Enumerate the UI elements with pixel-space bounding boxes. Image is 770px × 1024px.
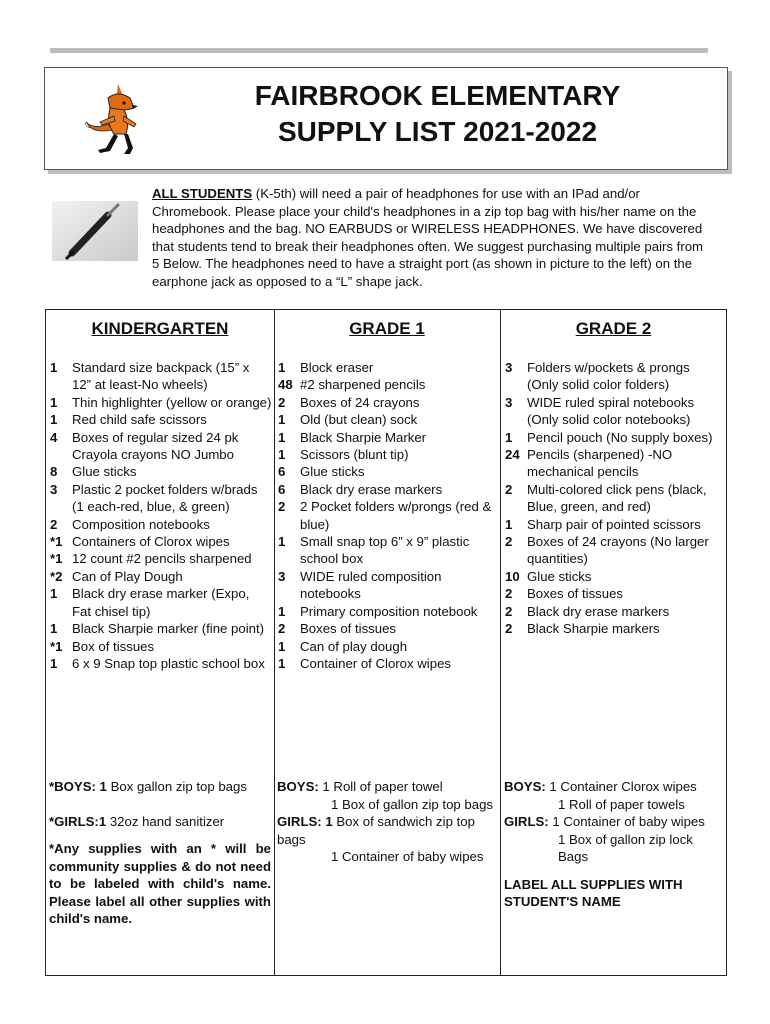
list-item [50,394,272,411]
item-count: 2 [505,621,513,637]
item-count: 3 [505,360,513,375]
item-text: Primary composition notebook [300,603,478,619]
item-count: 1 [50,621,58,637]
list-item [278,463,498,480]
list-item [505,568,724,585]
list-item [50,463,272,480]
item-count: 1 [278,603,286,619]
item-count: 1 [278,429,286,445]
fox-mascot-icon [78,78,148,158]
item-count: 48 [278,377,293,393]
girls-line [504,813,723,831]
heading-grade-1: GRADE 1 [349,319,425,338]
boys-line [49,778,271,796]
item-count: *1 [50,551,63,567]
page-title [195,78,680,150]
item-text: Can of play dough [300,638,408,654]
list-item [50,638,272,655]
list-item [278,620,498,637]
item-text: Scissors (blunt tip) [300,447,409,463]
item-count: 1 [278,655,286,671]
list-item [278,446,498,463]
list-item [50,481,272,516]
item-count: 1 [505,429,513,445]
kindergarten-list [50,359,272,672]
item-text: WIDE ruled spiral notebooks (Only solid color notebooks) [527,394,695,428]
item-text: Black Sharpie markers [527,621,660,637]
item-count: 2 [278,621,286,637]
girls-line-1: Box of sandwich zip top bags [277,814,475,847]
item-count: 2 [278,499,286,515]
list-item [50,429,272,464]
title-line-1: FAIRBROOK ELEMENTARY [254,80,621,111]
item-text: Block eraser [300,360,374,375]
intro-text: (K-5th) will need a pair of headphones for use with an IPad and/or Chromebook. Please place your child's headphones in a zip top bag with his/her name on the headphones and the bag. NO EARBUDS or WIRELESS HEADPHONES. We have discovered that students tend to break their headphones often. We suggest purchasing multiple pairs from 5 Below. The headphones need to have a straight port (as shown in picture to the left) on the earphone jack as opposed to a “L” shape jack. [152,186,704,289]
item-count: 1 [50,586,58,602]
item-text: Glue sticks [527,568,592,584]
list-item [50,411,272,428]
column-grade-1 [274,310,501,975]
top-rule [50,48,708,53]
item-text: Thin highlighter (yellow or orange) [72,394,272,410]
list-item [278,481,498,498]
list-item [505,516,724,533]
list-item [505,446,724,481]
girls-label: GIRLS: 1 [277,814,333,829]
item-text: Composition notebooks [72,516,210,532]
item-text: Black dry erase markers [527,603,670,619]
girls-line-2: 1 Box of gallon zip lock Bags [558,831,693,864]
boys-line-2: 1 Box of gallon zip top bags [331,796,494,812]
item-text: Standard size backpack (15” x 12” at least-No wheels) [72,360,250,393]
item-count: 2 [505,534,513,550]
boys-text: Box gallon zip top bags [106,779,247,794]
column-kindergarten [46,310,275,975]
list-item [50,568,272,585]
item-text: Black dry erase marker (Expo, Fat chisel tip) [72,586,250,619]
item-text: Boxes of tissues [300,621,397,637]
list-item [505,585,724,602]
item-text: Pencils (sharpened) -NO mechanical pencils [527,447,673,480]
item-count: 1 [505,516,513,532]
girls-text: 32oz hand sanitizer [106,813,225,829]
girls-line [49,813,271,831]
list-item [278,359,498,376]
grade-1-list [278,359,498,672]
list-item [50,516,272,533]
item-text: Pencil pouch (No supply boxes) [527,429,713,445]
grade-2-list [505,359,724,638]
item-count: 1 [278,638,286,654]
list-item [278,498,498,533]
boys-label: BOYS: [277,779,319,794]
community-supplies-note: *Any supplies with an * will be community supplies & do not need to be labeled with child's name. Please label all other supplies with child's name. [49,841,271,926]
column-grade-2 [501,310,726,975]
item-text: Boxes of regular sized 24 pk Crayola crayons NO Jumbo [72,429,239,463]
list-item [278,376,498,393]
list-item [50,533,272,550]
list-item [505,603,724,620]
item-count: *1 [50,638,63,654]
item-text: Red child safe scissors [72,412,207,428]
kindergarten-extras [49,778,271,928]
heading-grade-2: GRADE 2 [575,319,652,338]
item-count: 1 [50,655,58,671]
item-count: 4 [50,429,58,445]
item-text: Black Sharpie marker (fine point) [72,621,265,637]
item-count: 1 [50,412,58,428]
girls-line-1: 1 Container of baby wipes [548,814,705,829]
headphone-jack-icon [52,201,138,261]
item-text: Black Sharpie Marker [300,429,427,445]
item-text: Folders w/pockets & prongs (Only solid color folders) [527,360,690,393]
list-item [50,620,272,637]
item-count: 10 [505,568,520,584]
item-text: Boxes of tissues [527,586,624,602]
list-item [278,429,498,446]
item-count: 1 [50,360,58,375]
list-item [278,411,498,428]
item-text: Containers of Clorox wipes [72,534,230,550]
item-count: 1 [278,534,286,550]
item-text: Box of tissues [72,638,155,654]
item-count: 1 [278,360,286,375]
item-count: *2 [50,568,63,584]
girls-line [277,813,497,848]
item-text: Glue sticks [72,464,137,480]
item-count: 6 [278,464,286,480]
item-text: Multi-colored click pens (black, Blue, green, and red) [527,481,707,515]
item-text: Sharp pair of pointed scissors [527,516,701,532]
list-item [505,429,724,446]
item-count: 1 [50,394,58,410]
girls-label: *GIRLS:1 [49,813,107,829]
item-count: 2 [505,603,513,619]
item-count: 1 [278,412,286,428]
supply-table [45,309,727,976]
item-count: *1 [50,534,63,550]
list-item [278,568,498,603]
item-count: 3 [50,481,58,497]
title-line-2: SUPPLY LIST 2021-2022 [277,116,598,147]
grade-1-extras [277,778,497,866]
item-text: 12 count #2 pencils sharpened [72,551,252,567]
list-item [278,533,498,568]
grade-2-extras [504,778,723,911]
list-item [505,394,724,429]
girls-label: GIRLS: [504,814,549,829]
item-count: 3 [278,568,286,584]
girls-line-2: 1 Container of baby wipes [331,849,484,864]
item-text: 2 Pocket folders w/prongs (red & blue) [300,499,492,532]
item-count: 24 [505,447,520,463]
intro-lead: ALL STUDENTS [152,186,253,201]
boys-line-1: 1 Container Clorox wipes [545,779,697,794]
item-text: Small snap top 6” x 9” plastic school box [300,534,470,567]
label-supplies-note: LABEL ALL SUPPLIES WITH STUDENT'S NAME [504,876,683,909]
item-count: 3 [505,394,513,410]
boys-label: BOYS: [504,779,546,794]
boys-line [277,778,497,796]
list-item [50,550,272,567]
item-count: 6 [278,481,286,497]
list-item [505,533,724,568]
item-text: Black dry erase markers [300,481,443,497]
boys-line-2: 1 Roll of paper towels [558,796,685,812]
boys-label: *BOYS: 1 [49,779,107,794]
list-item [505,359,724,394]
intro-paragraph [152,185,712,290]
item-text: WIDE ruled composition notebooks [300,568,442,602]
boys-line [504,778,723,796]
item-count: 2 [50,516,58,532]
list-item [505,620,724,637]
item-text: Boxes of 24 crayons (No larger quantities) [527,534,709,567]
list-item [50,359,272,394]
list-item [278,638,498,655]
list-item [50,585,272,620]
item-count: 2 [505,586,513,602]
heading-kindergarten: KINDERGARTEN [91,319,229,338]
item-text: Boxes of 24 crayons [300,394,420,410]
list-item [278,655,498,672]
boys-line-1: 1 Roll of paper towel [318,779,443,794]
item-text: Glue sticks [300,464,365,480]
item-count: 8 [50,464,58,480]
item-text: 6 x 9 Snap top plastic school box [72,655,265,671]
item-count: 2 [278,394,286,410]
item-text: Old (but clean) sock [300,412,418,428]
item-text: Plastic 2 pocket folders w/brads (1 each-red, blue, & green) [72,481,258,515]
list-item [278,603,498,620]
item-text: Container of Clorox wipes [300,655,451,671]
list-item [50,655,272,672]
item-text: Can of Play Dough [72,568,183,584]
item-count: 1 [278,447,286,463]
list-item [505,481,724,516]
list-item [278,394,498,411]
item-text: #2 sharpened pencils [300,377,426,393]
item-count: 2 [505,481,513,497]
